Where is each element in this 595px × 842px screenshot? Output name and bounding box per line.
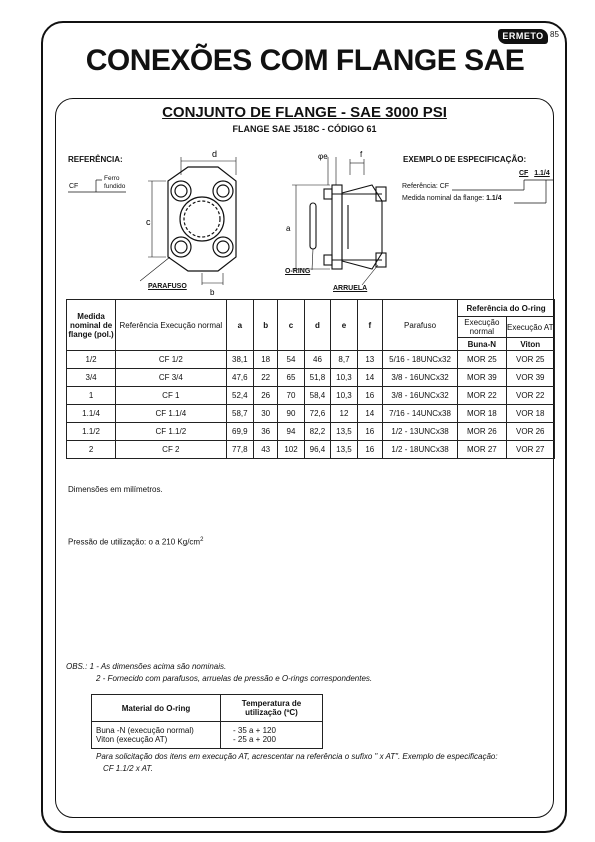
- cell-d: 46: [304, 351, 331, 369]
- example-leader-lines: [450, 172, 560, 208]
- section-title: CONJUNTO DE FLANGE - SAE 3000 PSI: [162, 104, 447, 121]
- cell-referencia: CF 1.1/2: [116, 423, 226, 441]
- cell-d: 72,6: [304, 405, 331, 423]
- cell-oring-at: VOR 39: [506, 369, 554, 387]
- cell-c: 54: [278, 351, 304, 369]
- page-title: CONEXÕES COM FLANGE SAE: [85, 44, 525, 77]
- obs-line-2: 2 - Fornecido com parafusos, arruelas de pressão e O-rings correspondentes.: [96, 674, 373, 683]
- cell-a: 47,6: [226, 369, 253, 387]
- cell-e: 10,3: [331, 387, 358, 405]
- section-subtitle: FLANGE SAE J518C - CÓDIGO 61: [232, 124, 377, 134]
- at-note-line-1: Para solicitação dos itens em execução AT, acrescentar na referência o sufixo " x AT". Exemplo de especificação:: [96, 752, 498, 761]
- cell-medida: 1.1/2: [67, 423, 116, 441]
- dimension-c-label: c: [146, 217, 151, 227]
- oring-temps-cell: - 35 a + 120 - 25 a + 200: [221, 722, 323, 749]
- col-parafuso-header: Parafuso: [382, 300, 457, 351]
- pressure-text: Pressão de utilização: o a 210 Kg/cm: [68, 537, 201, 547]
- cell-f: 14: [357, 405, 382, 423]
- cell-medida: 2: [67, 441, 116, 459]
- ermeto-logo: ERMETO: [498, 29, 548, 44]
- cell-medida: 1: [67, 387, 116, 405]
- cell-b: 26: [254, 387, 278, 405]
- cell-parafuso: 3/8 - 16UNCx32: [382, 369, 457, 387]
- table-row: [67, 387, 555, 405]
- page-number: 85: [550, 30, 559, 39]
- example-size-value: 1.1/4: [486, 195, 502, 202]
- cell-oring-at: VOR 18: [506, 405, 554, 423]
- cell-a: 38,1: [226, 351, 253, 369]
- cell-oring-normal: MOR 27: [458, 441, 506, 459]
- cell-f: 16: [357, 423, 382, 441]
- cell-oring-at: VOR 25: [506, 351, 554, 369]
- cell-oring-normal: MOR 18: [458, 405, 506, 423]
- cell-oring-normal: MOR 26: [458, 423, 506, 441]
- cell-a: 52,4: [226, 387, 253, 405]
- cell-c: 70: [278, 387, 304, 405]
- reference-code: CF: [69, 183, 79, 190]
- cell-oring-at: VOR 27: [506, 441, 554, 459]
- oring-material-table: [91, 694, 323, 749]
- cell-e: 13,5: [331, 423, 358, 441]
- cell-d: 82,2: [304, 423, 331, 441]
- example-code-left: CF: [519, 170, 529, 177]
- cell-c: 94: [278, 423, 304, 441]
- cell-oring-normal: MOR 25: [458, 351, 506, 369]
- cell-e: 13,5: [331, 441, 358, 459]
- cell-referencia: CF 1.1/4: [116, 405, 226, 423]
- cell-c: 90: [278, 405, 304, 423]
- cell-medida: 1/2: [67, 351, 116, 369]
- col-b-header: b: [254, 300, 278, 351]
- cell-parafuso: 7/16 - 14UNCx38: [382, 405, 457, 423]
- cell-f: 14: [357, 369, 382, 387]
- cell-parafuso: 1/2 - 18UNCx38: [382, 441, 457, 459]
- cell-referencia: CF 1/2: [116, 351, 226, 369]
- col-f-header: f: [357, 300, 382, 351]
- cell-oring-normal: MOR 22: [458, 387, 506, 405]
- oring-material-header: Material do O-ring: [92, 695, 221, 722]
- dimension-a-label: a: [286, 224, 291, 233]
- cell-c: 102: [278, 441, 304, 459]
- cell-a: 58,7: [226, 405, 253, 423]
- col-exec-normal-header: Execução normal: [458, 317, 506, 338]
- reference-material-line2: fundido: [104, 183, 126, 190]
- table-row: [67, 423, 555, 441]
- table-row: [67, 351, 555, 369]
- cell-a: 77,8: [226, 441, 253, 459]
- cell-e: 10,3: [331, 369, 358, 387]
- cell-parafuso: 3/8 - 16UNCx32: [382, 387, 457, 405]
- col-referencia-header: Referência Execução normal: [116, 300, 226, 351]
- cell-parafuso: 1/2 - 13UNCx38: [382, 423, 457, 441]
- cell-d: 58,4: [304, 387, 331, 405]
- cell-b: 30: [254, 405, 278, 423]
- cell-oring-normal: MOR 39: [458, 369, 506, 387]
- cell-f: 16: [357, 387, 382, 405]
- example-heading: EXEMPLO DE ESPECIFICAÇÃO:: [403, 155, 527, 164]
- col-buna-header: Buna-N: [458, 338, 506, 351]
- table-row: [67, 369, 555, 387]
- col-ref-oring-header: Referência do O-ring: [458, 300, 555, 317]
- cell-referencia: CF 2: [116, 441, 226, 459]
- cell-c: 65: [278, 369, 304, 387]
- obs-line-1: OBS.: 1 - As dimensões acima são nominais.: [66, 662, 227, 671]
- cell-b: 18: [254, 351, 278, 369]
- table-row: [67, 405, 555, 423]
- cell-b: 36: [254, 423, 278, 441]
- cell-referencia: CF 3/4: [116, 369, 226, 387]
- col-d-header: d: [304, 300, 331, 351]
- reference-material-line1: Ferro: [104, 175, 120, 182]
- cell-d: 51,8: [304, 369, 331, 387]
- cell-medida: 3/4: [67, 369, 116, 387]
- pressure-note: [68, 537, 203, 547]
- cell-oring-at: VOR 26: [506, 423, 554, 441]
- oring-materials-cell: Buna -N (execução normal) Viton (execução AT): [92, 722, 221, 749]
- cell-d: 96,4: [304, 441, 331, 459]
- dimension-b-label: b: [210, 288, 215, 297]
- parafuso-label: PARAFUSO: [148, 283, 187, 290]
- cell-a: 69,9: [226, 423, 253, 441]
- at-note-line-2: CF 1.1/2 x AT.: [103, 764, 153, 773]
- oring-temp-header: Temperatura de utilização (ºC): [221, 695, 323, 722]
- table-row: [67, 441, 555, 459]
- example-code-right: 1.1/4: [534, 170, 550, 177]
- cell-e: 8,7: [331, 351, 358, 369]
- col-exec-at-header: Execução AT: [506, 317, 554, 338]
- dimension-f-label: f: [360, 150, 363, 159]
- cell-f: 13: [357, 351, 382, 369]
- reference-bracket: [66, 172, 134, 198]
- cell-parafuso: 5/16 - 18UNCx32: [382, 351, 457, 369]
- example-reference-line: Referência: CF: [402, 183, 450, 190]
- col-a-header: a: [226, 300, 253, 351]
- col-medida-header: Medida nominal de flange (pol.): [67, 300, 116, 351]
- col-e-header: e: [331, 300, 358, 351]
- cell-e: 12: [331, 405, 358, 423]
- reference-heading: REFERÊNCIA:: [68, 155, 123, 164]
- dimensions-note: Dimensões em milímetros.: [68, 485, 163, 494]
- col-c-header: c: [278, 300, 304, 351]
- cell-referencia: CF 1: [116, 387, 226, 405]
- flange-specification-table: [66, 299, 555, 459]
- example-size-label: Medida nominal da flange:: [402, 195, 487, 202]
- dimension-d-label: d: [212, 149, 218, 159]
- pressure-superscript: 2: [200, 537, 204, 543]
- arruela-label: ARRUELA: [333, 285, 368, 292]
- oring-label: O-RING: [285, 268, 311, 275]
- col-viton-header: Viton: [506, 338, 554, 351]
- cell-b: 43: [254, 441, 278, 459]
- cell-medida: 1.1/4: [67, 405, 116, 423]
- dimension-phi-e-label: φe: [318, 152, 328, 161]
- flange-front-view-drawing: [140, 145, 260, 297]
- cell-b: 22: [254, 369, 278, 387]
- cell-oring-at: VOR 22: [506, 387, 554, 405]
- cell-f: 16: [357, 441, 382, 459]
